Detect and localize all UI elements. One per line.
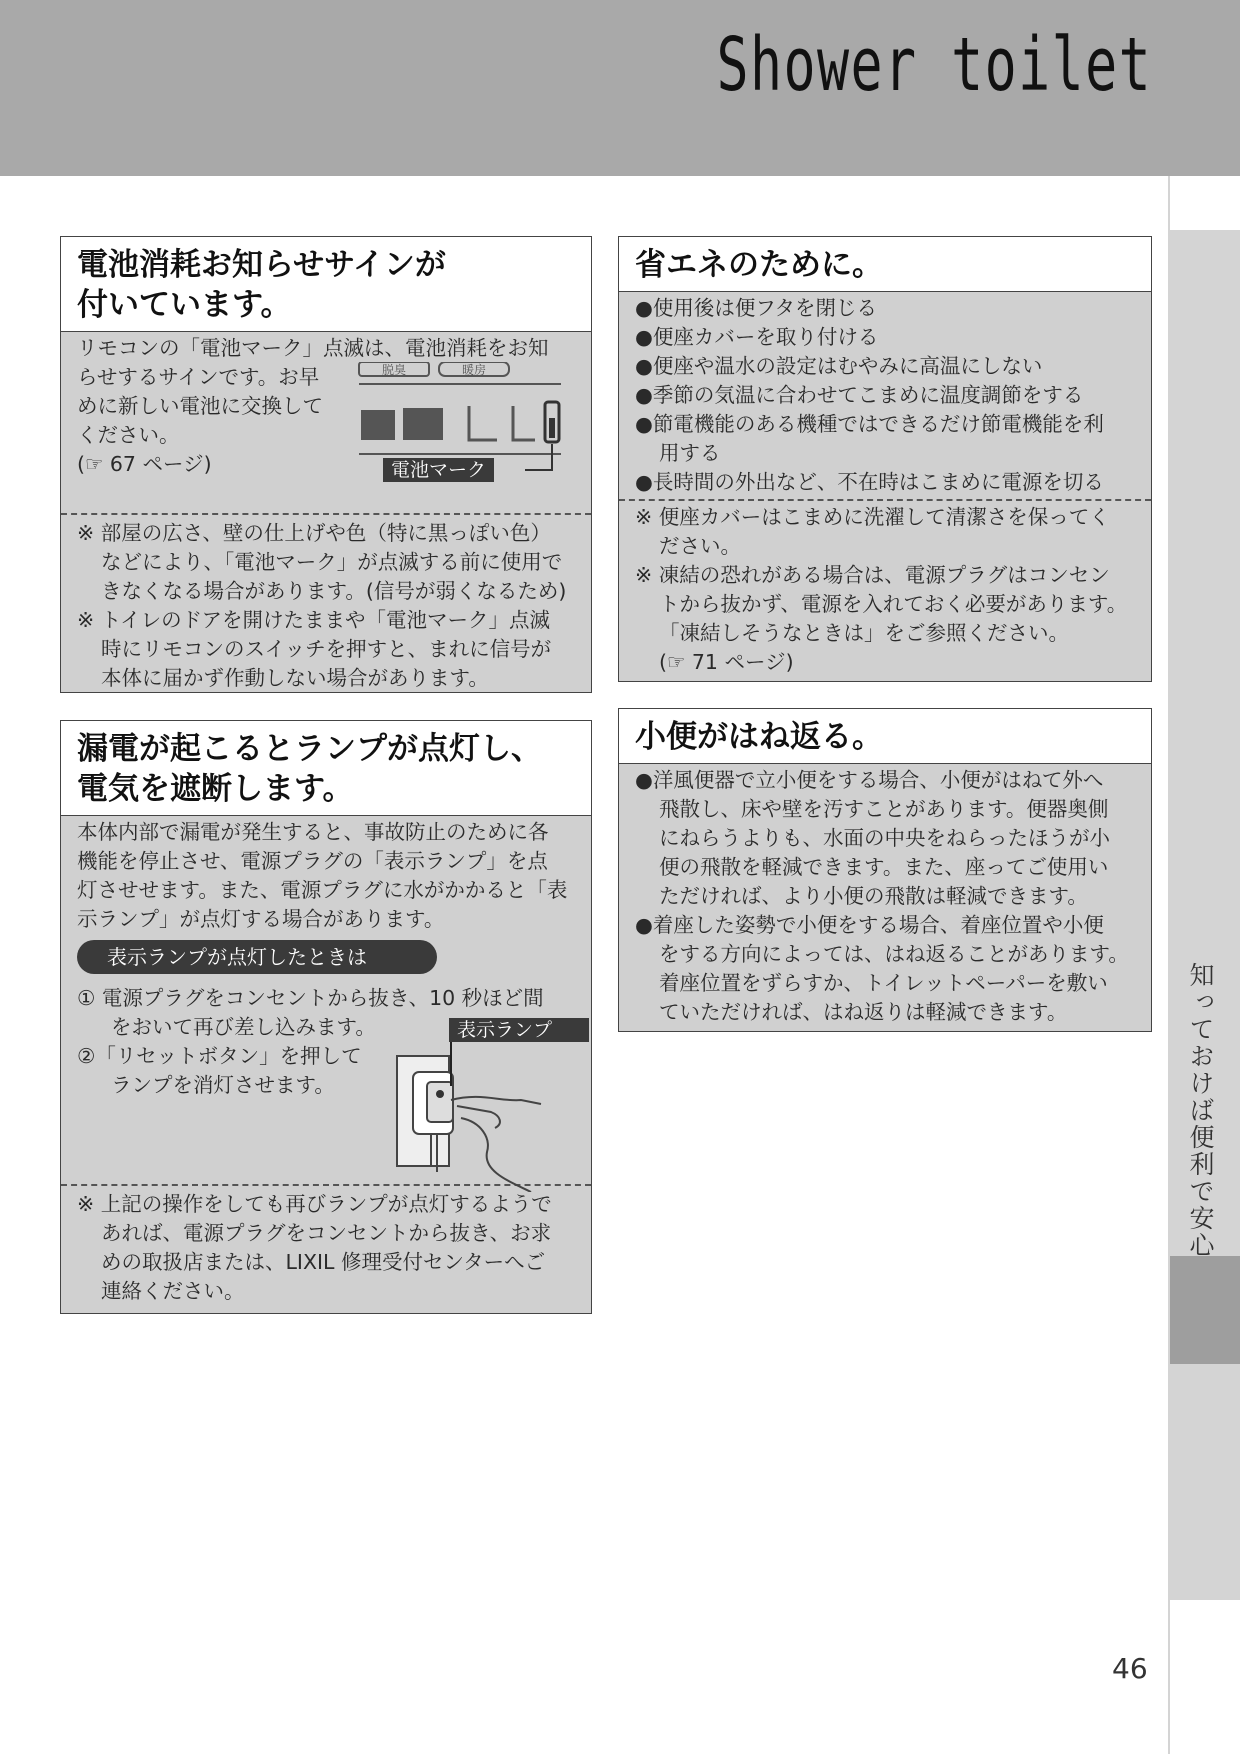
eco-bullet: ●使用後は便フタを閉じる xyxy=(635,296,877,320)
leak-text: 機能を停止させ、電源プラグの「表示ランプ」を点 xyxy=(77,849,548,873)
battery-note: ※ トイレのドアを開けたままや「電池マーク」点滅 xyxy=(77,608,551,632)
side-section-label: 知っておけば便利で安心 xyxy=(1186,962,1215,1259)
splash-text: 着座位置をずらすか、トイレットペーパーを敷い xyxy=(659,971,1108,995)
splash-text: ●着座した姿勢で小便をする場合、着座位置や小便 xyxy=(635,913,1104,937)
eco-bullet: ●季節の気温に合わせてこまめに温度調節をする xyxy=(635,383,1084,407)
leak-body xyxy=(61,816,591,1306)
dashed-divider xyxy=(619,499,1151,501)
lamp-on-heading: 表示ランプが点灯したときは xyxy=(77,940,437,974)
battery-title-line: 電池消耗お知らせサインが xyxy=(77,247,446,283)
battery-note: 時にリモコンのスイッチを押すと、まれに信号が xyxy=(101,637,552,661)
eco-body xyxy=(619,292,1151,677)
leak-note: あれば、電源プラグをコンセントから抜き、お求 xyxy=(101,1221,552,1245)
leak-title-line: 漏電が起こるとランプが点灯し、 xyxy=(77,731,542,767)
leak-note: ※ 上記の操作をしても再びランプが点灯するようで xyxy=(77,1192,552,1216)
side-tab-lower xyxy=(1170,1364,1240,1600)
splash-text: にねらうよりも、水面の中央をねらったほうが小 xyxy=(659,826,1110,850)
eco-bullet: ●便座カバーを取り付ける xyxy=(635,325,879,349)
eco-bullet: ●節電機能のある機種ではできるだけ節電機能を利 xyxy=(635,412,1104,436)
eco-section xyxy=(618,236,1152,682)
splash-text: 飛散し、床や壁を汚すことがあります。便器奥側 xyxy=(659,797,1109,821)
battery-section xyxy=(60,236,592,693)
side-tab-active xyxy=(1170,1256,1240,1364)
eco-bullet: 用する xyxy=(659,441,721,465)
battery-text: リモコンの「電池マーク」点滅は、電池消耗をお知 xyxy=(77,336,549,360)
eco-bullet: ●便座や温水の設定はむやみに高温にしない xyxy=(635,354,1043,378)
battery-title-line: 付いています。 xyxy=(77,287,292,323)
splash-text: ただければ、より小便の飛散は軽減できます。 xyxy=(659,884,1088,908)
battery-note: ※ 部屋の広さ、壁の仕上げや色（特に黒っぽい色） xyxy=(77,521,551,545)
eco-title: 省エネのために。 xyxy=(619,237,1151,292)
battery-text: らせするサインです。お早 xyxy=(77,365,320,389)
brand-logo: Shower toilet xyxy=(716,22,1152,108)
eco-note: 「凍結しそうなときは」をご参照ください。 xyxy=(659,621,1069,645)
splash-text: をする方向によっては、はね返ることがあります。 xyxy=(659,942,1129,966)
eco-bullet: ●長時間の外出など、不在時はこまめに電源を切る xyxy=(635,470,1104,494)
eco-note: ださい。 xyxy=(659,534,741,558)
leak-section xyxy=(60,720,592,1314)
battery-note: などにより、「電池マーク」が点滅する前に使用で xyxy=(101,550,563,574)
header-band xyxy=(0,0,1240,176)
indicator-lamp-label: 表示ランプ xyxy=(449,1018,589,1042)
leak-step: をおいて再び差し込みます。 xyxy=(111,1015,376,1039)
remote-battery-illustration xyxy=(357,362,567,472)
eco-note: トから抜かず、電源を入れておく必要があります。 xyxy=(659,592,1128,616)
battery-mark-label: 電池マーク xyxy=(383,458,494,482)
leak-text: 本体内部で漏電が発生すると、事故防止のために各 xyxy=(77,820,549,844)
leak-note: めの取扱店または、LIXIL 修理受付センターへご xyxy=(101,1250,546,1274)
eco-note: ※ 凍結の恐れがある場合は、電源プラグはコンセン xyxy=(635,563,1110,587)
leak-note: 連絡ください。 xyxy=(101,1279,245,1303)
battery-text: ください。 xyxy=(77,423,180,447)
leak-title xyxy=(61,721,591,816)
battery-body xyxy=(61,332,591,693)
splash-section xyxy=(618,708,1152,1032)
splash-title: 小便がはね返る。 xyxy=(619,709,1151,764)
splash-text: 便の飛散を軽減できます。また、座ってご使用い xyxy=(659,855,1109,879)
splash-text: ていただければ、はね返りは軽減できます。 xyxy=(659,1000,1068,1024)
battery-note: 本体に届かず作動しない場合があります。 xyxy=(101,666,489,690)
leak-text: 示ランプ」が点灯する場合があります。 xyxy=(77,907,445,931)
dashed-divider xyxy=(61,513,591,515)
battery-title xyxy=(61,237,591,332)
plug-reset-illustration xyxy=(391,1042,561,1192)
leak-step: ① 電源プラグをコンセントから抜き、10 秒ほど間 xyxy=(77,986,544,1010)
eco-note: ※ 便座カバーはこまめに洗濯して清潔さを保ってく xyxy=(635,505,1110,529)
splash-text: ●洋風便器で立小便をする場合、小便がはねて外へ xyxy=(635,768,1104,792)
splash-body xyxy=(619,764,1151,1027)
battery-text: めに新しい電池に交換して xyxy=(77,394,323,418)
remote-button-heater: 暖房 xyxy=(461,363,487,377)
page-number: 46 xyxy=(1112,1652,1148,1685)
leak-step: ランプを消灯させます。 xyxy=(111,1073,335,1097)
battery-note: きなくなる場合があります。(信号が弱くなるため) xyxy=(101,579,567,603)
eco-note: (☞ 71 ページ) xyxy=(659,650,794,674)
battery-text: (☞ 67 ページ) xyxy=(77,452,212,476)
leak-text: 灯させせます。また、電源プラグに水がかかると「表 xyxy=(77,878,568,902)
remote-button-deodorize: 脱臭 xyxy=(381,363,407,377)
leak-step: ②「リセットボタン」を押して xyxy=(77,1044,362,1068)
leak-title-line: 電気を遮断します。 xyxy=(77,771,354,807)
